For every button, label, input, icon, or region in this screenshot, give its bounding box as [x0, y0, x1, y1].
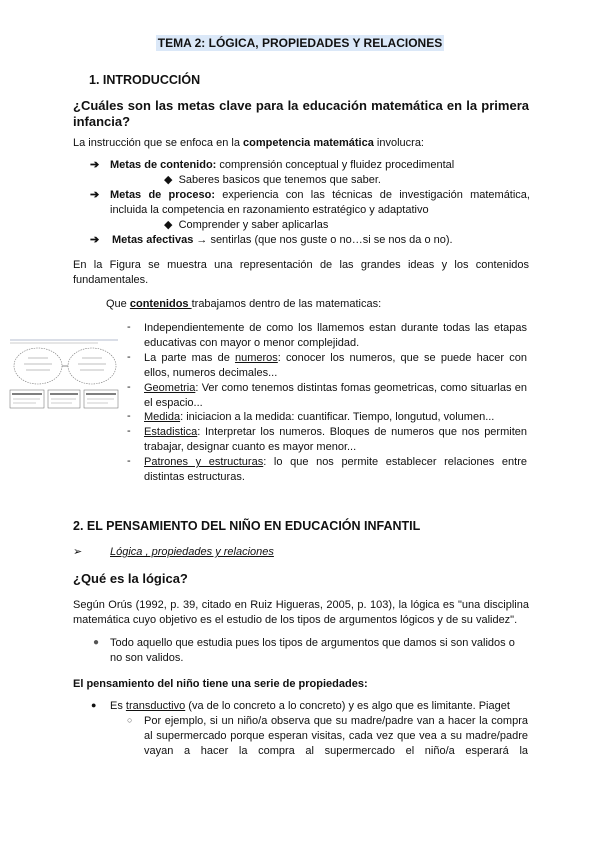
intro-bold: competencia matemática	[243, 137, 374, 149]
contents-item	[144, 410, 527, 425]
section-1-heading: 1. INTRODUCCIÓN	[89, 73, 201, 87]
item-term: numeros	[234, 352, 278, 364]
figure-oval-left	[14, 348, 62, 384]
goal-sub-text: Comprender y saber aplicarlas	[178, 219, 329, 231]
contents-item	[144, 321, 527, 351]
goal-content	[110, 158, 530, 173]
contents-pre: Que	[106, 298, 130, 310]
circle-bullet: ○	[127, 715, 133, 725]
logic-quote: Según Orús (1992, p. 39, citado en Ruiz Higueras, 2005, p. 103), la lógica es "una disciplina matemática cuyo objetivo es el estudio de los tipos de argumentos lógicos y de su validez".	[73, 599, 529, 626]
goal-affective	[112, 233, 532, 248]
goal-sub: ◆ Comprender y saber aplicarlas	[164, 219, 329, 231]
figure-paragraph: En la Figura se muestra una representación de las grandes ideas y los contenidos fundamentales.	[73, 259, 529, 286]
page-title	[0, 36, 600, 50]
intro-line	[73, 136, 424, 151]
title-text: TEMA 2: LÓGICA, PROPIEDADES Y RELACIONES	[157, 36, 443, 50]
item-term: Medida	[144, 411, 181, 423]
goal-process	[110, 188, 530, 218]
bullet-paragraph: Todo aquello que estudia pues los tipos de argumentos que damos si son validos o no son validos.	[110, 637, 515, 664]
question-text: ¿Cuáles son las metas clave para la educación matemática en la primera infancia?	[73, 98, 529, 129]
dash-bullet: -	[127, 425, 131, 437]
big-ideas-figure	[8, 336, 120, 410]
dot-bullet: ●	[91, 700, 97, 710]
goal-sub-text: Saberes basicos que tenemos que saber.	[178, 174, 381, 186]
goal-sub: ◆ Saberes basicos que tenemos que saber.	[164, 174, 381, 186]
dash-bullet: -	[127, 455, 131, 467]
dash-bullet: -	[127, 351, 131, 363]
intro-pre: La instrucción que se enfoca en la	[73, 137, 244, 149]
goal-label: Metas de proceso:	[110, 189, 215, 201]
contents-item	[144, 381, 527, 411]
goal-label: Metas afectivas	[112, 234, 194, 246]
prop-pre: Es	[110, 700, 126, 712]
goal-text: experiencia con las técnicas de investigación matemática, incluida la competencia en razonamiento estratégico y adaptativo	[110, 189, 530, 216]
arrow-bullet: ➔	[90, 234, 100, 246]
section-1-question	[73, 98, 529, 130]
item-text: : lo que nos permite establecer relaciones entre distintas estructuras.	[144, 456, 527, 483]
property-item	[110, 699, 530, 714]
dot-bullet: ●	[93, 637, 100, 648]
contents-item	[144, 425, 527, 455]
figure-svg	[8, 336, 120, 410]
prop-text: (va de lo concreto a lo concreto) y es algo que es limitante. Piaget	[185, 700, 510, 712]
contents-heading	[106, 297, 381, 312]
logic-question: ¿Qué es la lógica?	[73, 571, 188, 586]
prop-term: transductivo	[125, 700, 186, 712]
contents-post: trabajamos dentro de las matematicas:	[191, 298, 382, 310]
item-text: : Interpretar los numeros. Bloques de numeros que nos permiten trabajar, designar cuanto es mayor menor...	[144, 426, 527, 453]
example-paragraph: Por ejemplo, si un niño/a observa que su madre/padre van a hacer la compra al supermercado porque esperan visitas, cada vez que vea a su madre/padre vayan a hacer la compra al supermercado el niño/a esperará la	[144, 715, 528, 757]
arrow-bullet: ➔	[90, 159, 100, 171]
item-pre: La parte mas de	[144, 352, 235, 364]
properties-heading: El pensamiento del niño tiene una serie de propiedades:	[73, 678, 368, 690]
section-2-heading: 2. EL PENSAMIENTO DEL NIÑO EN EDUCACIÓN INFANTIL	[73, 519, 421, 533]
goal-label: Metas de contenido:	[110, 159, 217, 171]
dash-bullet: -	[127, 410, 131, 422]
contents-item	[144, 351, 527, 381]
figure-oval-right	[68, 348, 116, 384]
contents-item	[144, 455, 527, 485]
item-text: : conocer los numeros, que se puede hacer con ellos, numeros decimales...	[144, 352, 527, 379]
contents-underlined: contenidos	[129, 298, 192, 310]
item-term: Patrones y estructuras	[144, 456, 264, 468]
arrow-bullet: ➔	[90, 189, 100, 201]
item-term: Geometria	[144, 382, 196, 394]
triangle-bullet: ➢	[73, 546, 83, 558]
item-term: Estadistica	[144, 426, 198, 438]
goal-text: comprensión conceptual y fluidez procedimental	[216, 159, 455, 171]
dash-bullet: -	[127, 321, 131, 333]
section-2-subheading: Lógica , propiedades y relaciones	[110, 546, 274, 558]
item-text: : iniciacion a la medida: cuantificar. Tiempo, longutud, volumen...	[180, 411, 495, 423]
item-text: : Ver como tenemos distintas fomas geometricas, como situarlas en el espacio...	[144, 382, 527, 409]
item-text: Independientemente de como los llamemos estan durante todas las etapas educativas con mayor o menor complejidad.	[144, 322, 527, 349]
goal-text: → sentirlas (que nos guste o no…si se nos da o no).	[193, 234, 453, 246]
intro-post: involucra:	[373, 137, 424, 149]
dash-bullet: -	[127, 381, 131, 393]
